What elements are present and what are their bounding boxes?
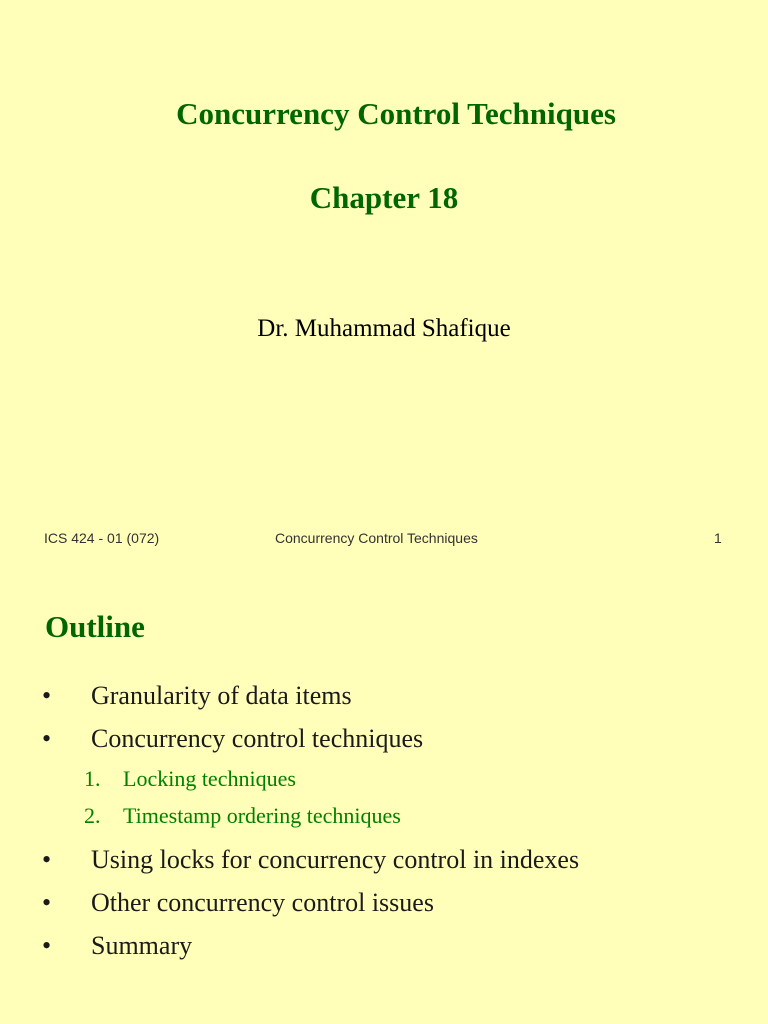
slide-title: Concurrency Control Techniques — [176, 96, 616, 131]
footer-page-number: 1 — [714, 530, 722, 546]
sub-list-item — [0, 799, 768, 836]
list-item — [0, 926, 768, 969]
author-name: Dr. Muhammad Shafique — [257, 315, 511, 342]
outline-slide — [0, 576, 768, 1024]
list-item-text: Concurrency control techniques — [91, 724, 424, 753]
list-item-text: Using locks for concurrency control in indexes — [91, 845, 580, 874]
bullet-icon: • — [42, 845, 52, 874]
sub-item-number: 2. — [84, 803, 101, 828]
bullet-icon: • — [42, 888, 52, 917]
list-item-text: Summary — [91, 931, 193, 960]
outline-title: Outline — [45, 609, 145, 644]
bullet-icon: • — [42, 724, 52, 753]
outline-list — [0, 676, 768, 969]
sub-list-item — [0, 762, 768, 799]
sub-item-number: 1. — [84, 766, 101, 791]
list-item-text: Other concurrency control issues — [91, 888, 434, 917]
list-item — [0, 840, 768, 883]
footer-course: ICS 424 - 01 (072) — [44, 530, 160, 546]
sub-item-text: Timestamp ordering techniques — [123, 803, 401, 828]
sub-item-text: Locking techniques — [123, 766, 296, 791]
bullet-icon: • — [42, 681, 52, 710]
bullet-icon: • — [42, 931, 52, 960]
chapter-label: Chapter 18 — [309, 180, 459, 215]
list-item — [0, 719, 768, 762]
list-item — [0, 883, 768, 926]
list-item-text: Granularity of data items — [91, 681, 352, 710]
footer-topic: Concurrency Control Techniques — [275, 530, 478, 546]
list-item — [0, 676, 768, 719]
